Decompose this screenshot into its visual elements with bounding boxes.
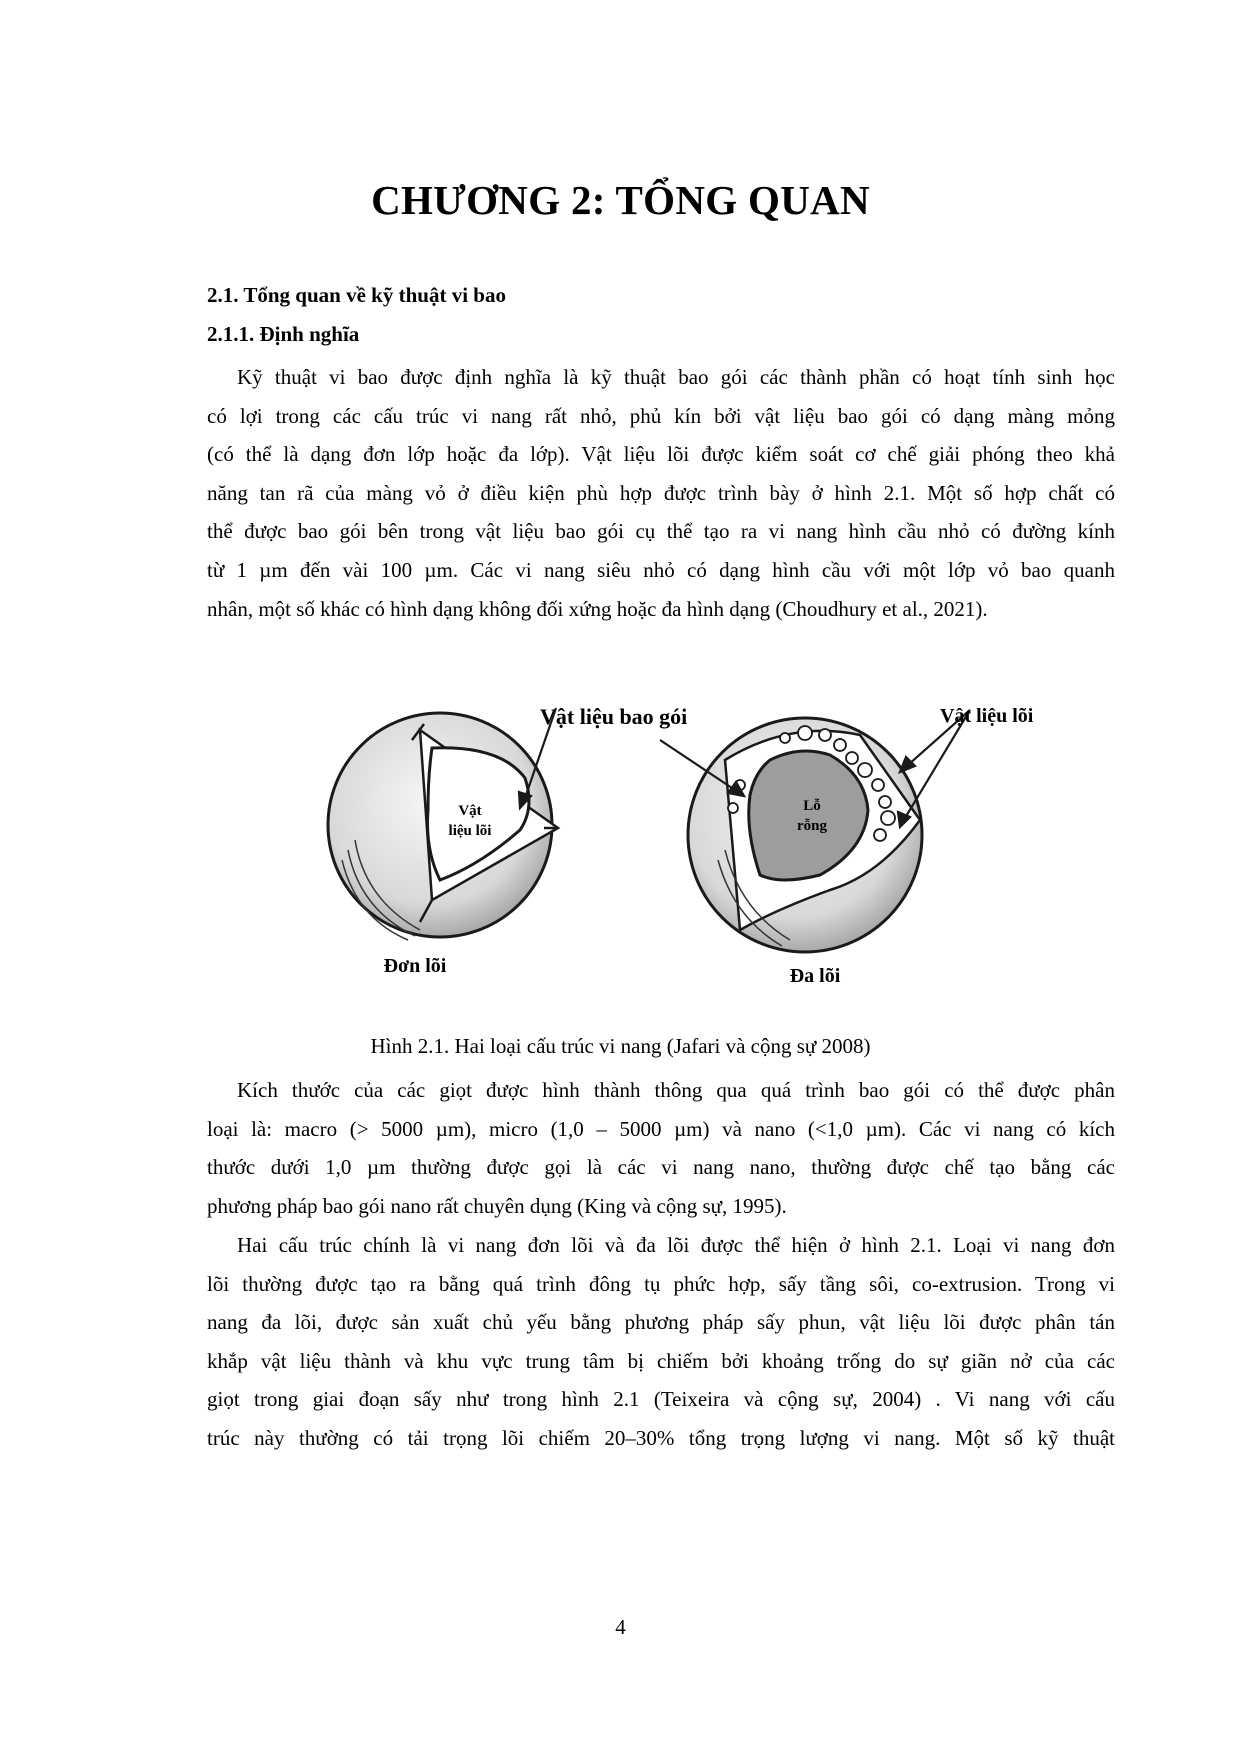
void-label-2: rỗng [797, 818, 827, 834]
subsection-heading: 2.1.1. Định nghĩa [207, 322, 360, 346]
text-line: lõi thường được tạo ra bằng quá trình đông tụ phức hợp, sấy tầng sôi, co-extrusion. Trong vi [207, 1271, 1115, 1296]
page-number: 4 [615, 1615, 626, 1639]
text-line: khắp vật liệu thành và khu vực trung tâm bị chiếm bởi khoảng trống do sự giãn nở của các [207, 1348, 1115, 1373]
single-core-inner-label-1: Vật [458, 803, 482, 819]
figure-caption: Hình 2.1. Hai loại cấu trúc vi nang (Jafari và cộng sự 2008) [370, 1034, 871, 1058]
coating-material-label: Vật liệu bao gói [540, 704, 688, 729]
paragraph-structures [207, 1226, 1115, 1458]
text-line: giọt trong giai đoạn sấy như trong hình 2.1 (Teixeira và cộng sự, 2004) . Vi nang với cấu [207, 1387, 1115, 1412]
core-material-label: Vật liệu lõi [940, 705, 1034, 727]
text-line: từ 1 µm đến vài 100 µm. Các vi nang siêu nhỏ có dạng hình cầu với một lớp vỏ bao quanh [207, 557, 1115, 582]
multi-core-capsule [688, 718, 922, 952]
text-line: thể được bao gói bên trong vật liệu bao gói cụ thể tạo ra vi nang hình cầu nhỏ có đường kính [207, 519, 1115, 544]
text-line: năng tan rã của màng vỏ ở điều kiện phù hợp được trình bày ở hình 2.1. Một số hợp chất có [207, 480, 1115, 505]
text-line: trúc này thường có tải trọng lõi chiếm 20–30% tổng trọng lượng vi nang. Một số kỹ thuật [207, 1425, 1115, 1450]
text-line: có lợi trong các cấu trúc vi nang rất nhỏ, phủ kín bởi vật liệu bao gói có dạng màng mỏng [207, 403, 1115, 428]
text-line: thước dưới 1,0 µm thường được gọi là các vi nang nano, thường được chế tạo bằng các [207, 1155, 1115, 1180]
single-core-capsule [328, 713, 558, 940]
text-line: phương pháp bao gói nano rất chuyên dụng (King và cộng sự, 1995). [207, 1193, 787, 1218]
chapter-title: CHƯƠNG 2: TỔNG QUAN [371, 177, 870, 223]
section-heading: 2.1. Tổng quan về kỹ thuật vi bao [207, 283, 506, 307]
text-line: nang đa lõi, được sản xuất chủ yếu bằng phương pháp sấy phun, vật liệu lõi được phân tán [207, 1310, 1115, 1335]
text-line: Kích thước của các giọt được hình thành thông qua quá trình bao gói có thể được phân [237, 1078, 1115, 1102]
paragraph-size-classification [207, 1071, 1115, 1225]
void-label-1: Lỗ [803, 798, 821, 814]
text-line: (có thể là dạng đơn lớp hoặc đa lớp). Vật liệu lõi được kiểm soát cơ chế giải phóng theo khả [207, 442, 1115, 467]
text-line: loại là: macro (> 5000 µm), micro (1,0 – 5000 µm) và nano (<1,0 µm). Các vi nang có kích [207, 1116, 1115, 1141]
text-line: nhân, một số khác có hình dạng không đối xứng hoặc đa hình dạng (Choudhury et al., 2021). [207, 596, 988, 621]
multi-core-label: Đa lõi [789, 965, 841, 987]
text-line: Kỹ thuật vi bao được định nghĩa là kỹ thuật bao gói các thành phần có hoạt tính sinh học [237, 365, 1115, 389]
microcapsule-figure [320, 700, 1140, 1005]
text-line: Hai cấu trúc chính là vi nang đơn lõi và đa lõi được thể hiện ở hình 2.1. Loại vi nang đơn [237, 1233, 1115, 1257]
single-core-inner-label-2: liệu lõi [448, 823, 492, 839]
single-core-label: Đơn lõi [383, 955, 447, 977]
paragraph-definition [207, 358, 1115, 628]
